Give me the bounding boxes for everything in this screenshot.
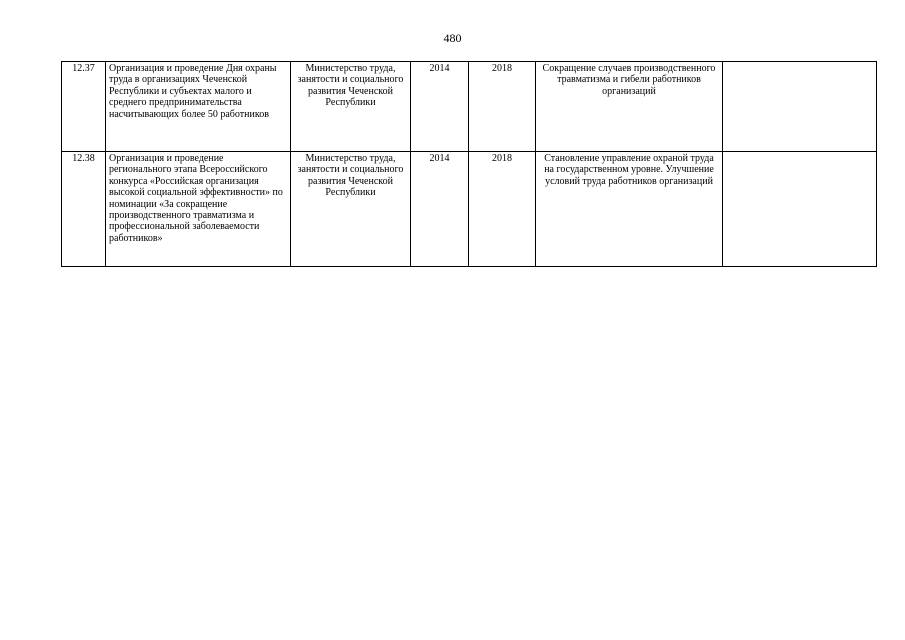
start-year-cell: 2014: [411, 62, 469, 152]
page-number: 480: [443, 31, 462, 45]
measures-table: [61, 61, 877, 267]
end-year-cell: 2018: [469, 152, 536, 267]
event-cell: Организация и проведение Дня охраны труда в организациях Чеченской Республики и субъектах малого и среднего предпринимательства насчитывающих более 50 работников: [106, 62, 291, 152]
table-row: [62, 62, 877, 152]
executor-cell: Министерство труда, занятости и социального развития Чеченской Республики: [291, 62, 411, 152]
item-number-cell: 12.37: [62, 62, 106, 152]
start-year-cell: 2014: [411, 152, 469, 267]
expected-result-cell: Сокращение случаев производственного травматизма и гибели работников организаций: [536, 62, 723, 152]
expected-result-cell: Становление управление охраной труда на государственном уровне. Улучшение условий труда работников организаций: [536, 152, 723, 267]
executor-cell: Министерство труда, занятости и социального развития Чеченской Республики: [291, 152, 411, 267]
table-row: [62, 152, 877, 267]
event-cell: Организация и проведение регионального этапа Всероссийского конкурса «Российская организация высокой социальной эффективности» по номинации «За сокращение производственного травматизма и профессиональной заболеваемости работников»: [106, 152, 291, 267]
note-cell: [723, 62, 877, 152]
end-year-cell: 2018: [469, 62, 536, 152]
item-number-cell: 12.38: [62, 152, 106, 267]
note-cell: [723, 152, 877, 267]
